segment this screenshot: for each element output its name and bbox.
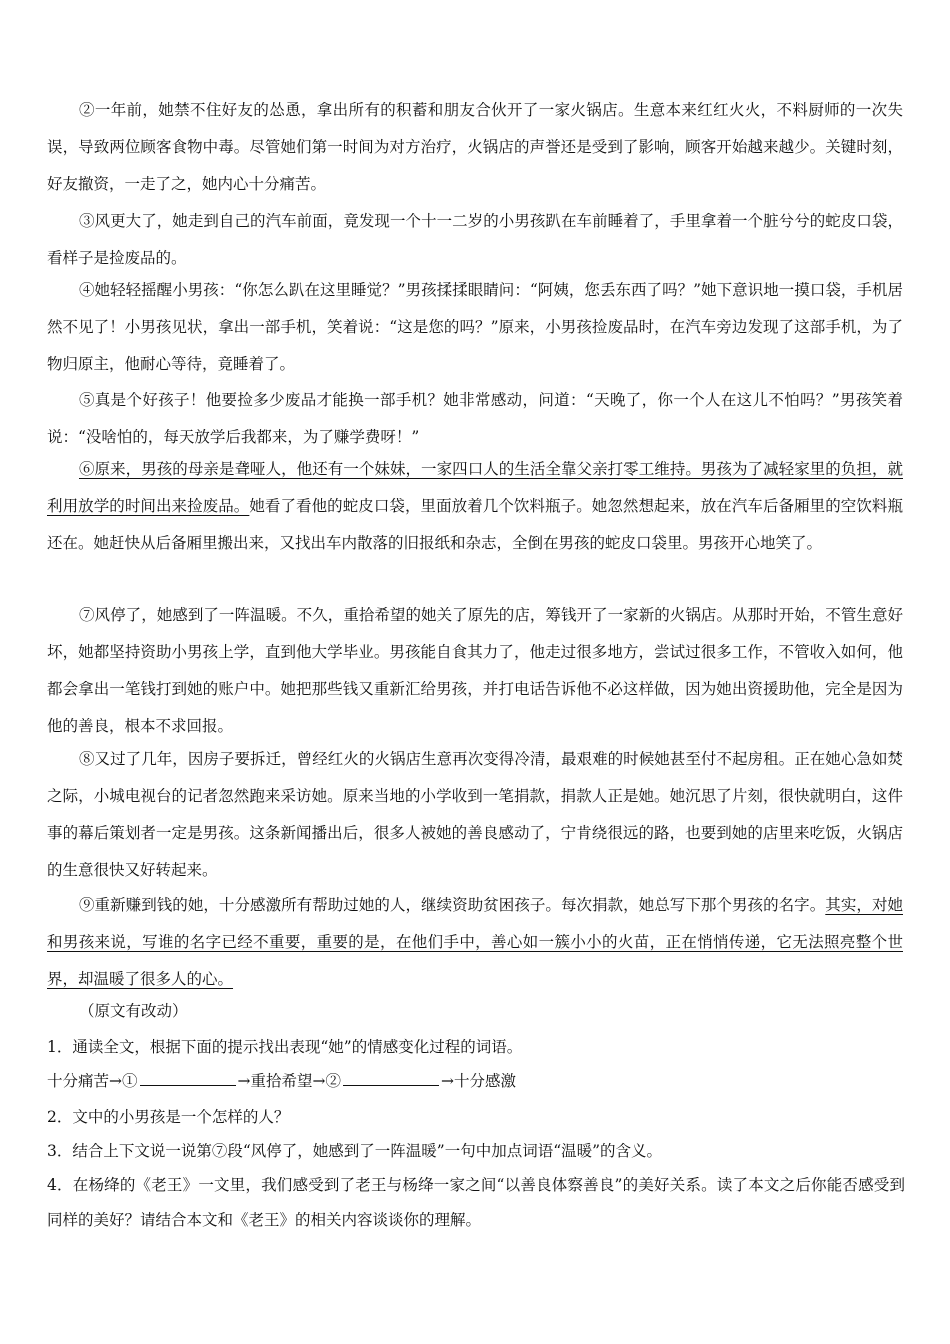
paragraph-9 (47, 887, 903, 998)
paragraph-8: ⑧又过了几年，因房子要拆迁，曾经红火的火锅店生意再次变得冷清，最艰难的时候她甚至付不起房租。正在她心急如焚之际，小城电视台的记者忽然跑来采访她。原来当地的小学收到一笔捐款，捐款人正是她。她沉思了片刻，很快就明白，这件事的幕后策划者一定是男孩。这条新闻播出后，很多人被她的善良感动了，宁肯绕很远的路，也要到她的店里来吃饭，火锅店的生意很快又好转起来。 (47, 750, 903, 879)
paragraph-3: ③风更大了，她走到自己的汽车前面，竟发现一个十一二岁的小男孩趴在车前睡着了，手里拿着一个脏兮兮的蛇皮口袋，看样子是捡废品的。 (47, 212, 903, 267)
underlined-sentence: 其实，对她和男孩来说，写谁的名字已经不重要，重要的是，在他们手中，善心如一簇小小的火苗，正在悄悄传递，它无法照亮整个世界，却温暖了很多人的心。 (47, 896, 903, 988)
sequence-start: 十分痛苦→① (47, 1072, 138, 1090)
underlined-sentence: ⑥原来，男孩的母亲是聋哑人，他还有一个妹妹，一家四口人的生活全靠父亲打零工维持。男孩为了减轻家里的负担，就利用放学的时间出来捡废品。 (47, 460, 903, 515)
paragraph-6-text: 她看了看他的蛇皮口袋，里面放着几个饮料瓶子。她忽然想起来，放在汽车后备厢里的空饮料瓶还在。她赶快从后备厢里搬出来，又找出车内散落的旧报纸和杂志，全倒在男孩的蛇皮口袋里。男孩开心地笑了。 (47, 497, 903, 552)
paragraph-6 (47, 451, 903, 562)
source-note: （原文有改动） (79, 1002, 188, 1020)
paragraph-9-text: ⑨重新赚到钱的她，十分感激所有帮助过她的人，继续资助贫困孩子。每次捐款，她总写下那个男孩的名字。 (79, 896, 826, 914)
answer-blank-2[interactable] (343, 1071, 439, 1086)
paragraph-4: ④她轻轻摇醒小男孩：“你怎么趴在这里睡觉？”男孩揉揉眼睛问：“阿姨，您丢东西了吗？”她下意识地一摸口袋，手机居然不见了！小男孩见状，拿出一部手机，笑着说：“这是您的吗？”原来，小男孩捡废品时，在汽车旁边发现了这部手机，为了物归原主，他耐心等待，竟睡着了。 (47, 281, 903, 373)
answer-blank-1[interactable] (140, 1071, 236, 1086)
sequence-end: →十分感激 (440, 1072, 516, 1090)
question-3: 3．结合上下文说一说第⑦段“风停了，她感到了一阵温暖”一句中加点词语“温暖”的含义。 (47, 1142, 663, 1160)
paragraph-5: ⑤真是个好孩子！他要捡多少废品才能换一部手机？她非常感动，问道：“天晚了，你一个人在这儿不怕吗？”男孩笑着说：“没啥怕的，每天放学后我都来，为了赚学费呀！” (47, 391, 903, 446)
question-1: 1．通读全文，根据下面的提示找出表现“她”的情感变化过程的词语。 (47, 1038, 523, 1056)
question-4: 4．在杨绛的《老王》一文里，我们感受到了老王与杨绛一家之间“以善良体察善良”的美好关系。读了本文之后你能否感受到同样的美好？请结合本文和《老王》的相关内容谈谈你的理解。 (47, 1176, 905, 1229)
sequence-middle: →重拾希望→② (237, 1072, 341, 1090)
paragraph-7: ⑦风停了，她感到了一阵温暖。不久，重拾希望的她关了原先的店，筹钱开了一家新的火锅店。从那时开始，不管生意好坏，她都坚持资助小男孩上学，直到他大学毕业。男孩能自食其力了，他走过很多地方，尝试过很多工作，不管收入如何，他都会拿出一笔钱打到她的账户中。她把那些钱又重新汇给男孩，并打电话告诉他不必这样做，因为她出资援助他，完全是因为他的善良，根本不求回报。 (47, 606, 903, 735)
paragraph-2: ②一年前，她禁不住好友的怂恿，拿出所有的积蓄和朋友合伙开了一家火锅店。生意本来红红火火，不料厨师的一次失误，导致两位顾客食物中毒。尽管她们第一时间为对方治疗，火锅店的声誉还是受到了影响，顾客开始越来越少。关键时刻，好友撤资，一走了之，她内心十分痛苦。 (47, 101, 903, 193)
question-2: 2．文中的小男孩是一个怎样的人？ (47, 1108, 290, 1126)
question-1-sequence (47, 1066, 907, 1096)
